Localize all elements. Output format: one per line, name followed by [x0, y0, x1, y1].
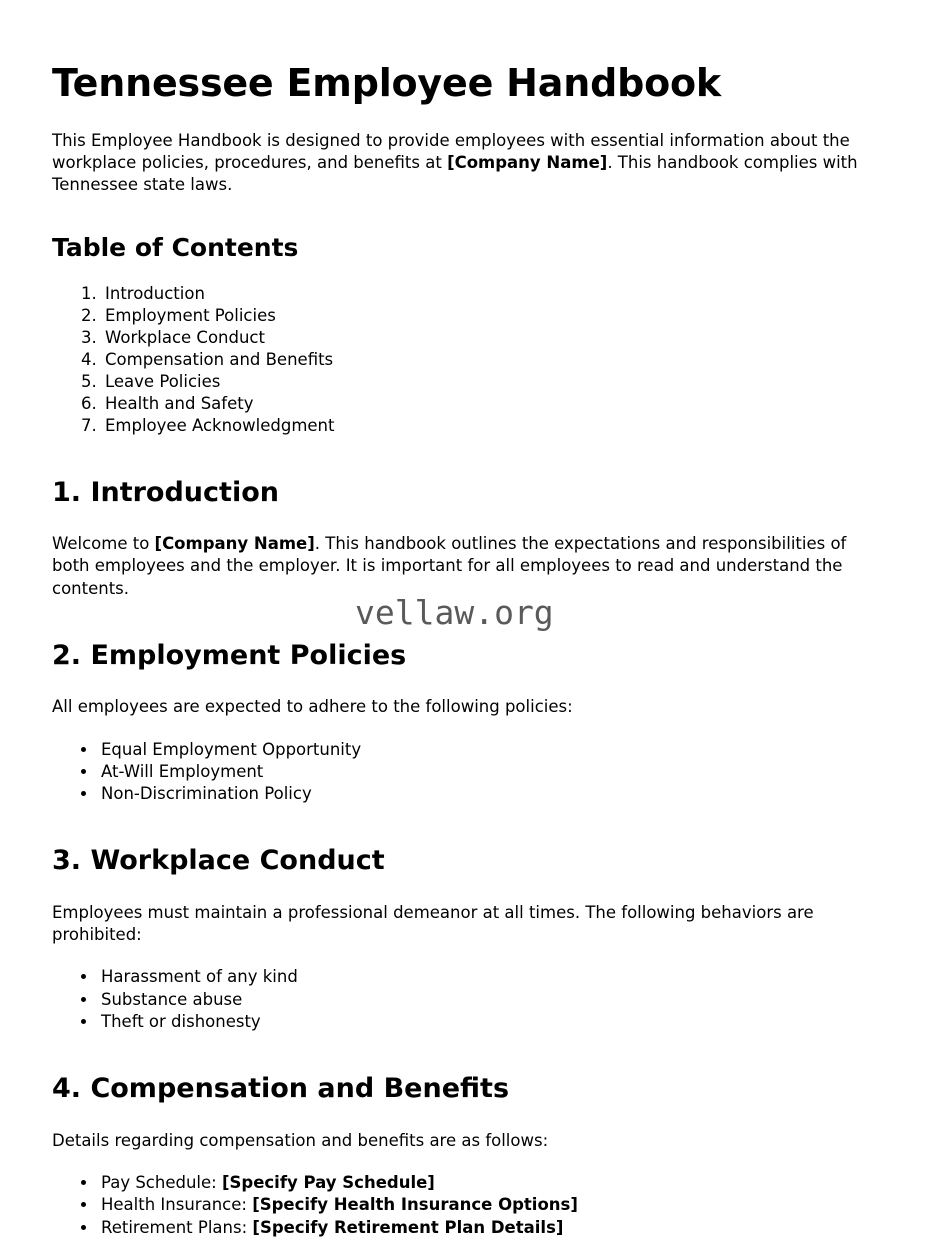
toc-item-health-and-safety[interactable]: 6. Health and Safety	[102, 393, 882, 415]
toc-item-leave-policies[interactable]: 5. Leave Policies	[102, 371, 882, 393]
list-item	[98, 1194, 882, 1216]
list-item	[98, 1172, 882, 1194]
intro-paragraph-part2: . This handbook complies with Tennessee state laws.	[52, 152, 858, 195]
toc-item-compensation-and-benefits[interactable]: 4. Compensation and Benefits	[102, 349, 882, 371]
workplace-conduct-list	[52, 946, 882, 1033]
list-item	[98, 1217, 882, 1239]
intro-paragraph-part1: This Employee Handbook is designed to provide employees with essential information about the workplace policies, procedures, and benefits at	[52, 130, 850, 172]
section-heading-workplace-conduct: 3. Workplace Conduct	[52, 845, 385, 877]
section-heading-introduction: 1. Introduction	[52, 476, 279, 508]
list-item: • At-Will Employment	[98, 761, 882, 783]
page-title: Tennessee Employee Handbook	[52, 61, 721, 105]
section-intro-employment-policies: All employees are expected to adhere to the following policies:	[52, 697, 573, 717]
health-insurance-placeholder: [Specify Health Insurance Options]	[252, 1195, 578, 1215]
toc-item-employee-acknowledgment[interactable]: 7. Employee Acknowledgment	[102, 415, 882, 437]
employment-policies-list	[52, 719, 882, 806]
watermark-text: vellaw.org	[355, 593, 554, 632]
compensation-benefits-list	[52, 1152, 882, 1239]
section-employment-policies	[52, 600, 882, 806]
intro-company-name-placeholder: [Company Name]	[447, 152, 608, 172]
section-intro-compensation-and-benefits: Details regarding compensation and benefits are as follows:	[52, 1130, 549, 1150]
toc-item-workplace-conduct[interactable]: 3. Workplace Conduct	[102, 327, 882, 349]
list-item: • Equal Employment Opportunity	[98, 739, 882, 761]
table-of-contents-list	[52, 263, 882, 437]
list-item: • Substance abuse	[98, 989, 882, 1011]
section-heading-compensation-and-benefits: 4. Compensation and Benefits	[52, 1073, 510, 1105]
retirement-plans-placeholder: [Specify Retirement Plan Details]	[252, 1217, 564, 1237]
section-workplace-conduct	[52, 805, 882, 1033]
list-item: • Harassment of any kind	[98, 966, 882, 988]
pay-schedule-label: Pay Schedule:	[101, 1173, 222, 1192]
document-content	[52, 0, 882, 1239]
toc-item-employment-policies[interactable]: 2. Employment Policies	[102, 305, 882, 327]
list-item: • Theft or dishonesty	[98, 1011, 882, 1033]
pay-schedule-placeholder: [Specify Pay Schedule]	[221, 1173, 435, 1192]
section-compensation-and-benefits	[52, 1033, 882, 1239]
retirement-plans-label: Retirement Plans:	[101, 1217, 253, 1237]
introduction-body-part1: Welcome to	[52, 533, 155, 553]
section-body-introduction	[52, 509, 872, 600]
section-introduction	[52, 437, 882, 600]
introduction-company-name-placeholder: [Company Name]	[154, 533, 315, 553]
introduction-body-part2: . This handbook outlines the expectations and responsibilities of both employees and the employer. It is important for all employees to read and understand the contents.	[52, 533, 847, 598]
health-insurance-label: Health Insurance:	[101, 1195, 253, 1215]
intro-paragraph	[52, 106, 872, 197]
toc-heading: Table of Contents	[52, 232, 299, 262]
toc-item-introduction[interactable]: 1. Introduction	[102, 283, 882, 305]
section-intro-workplace-conduct: Employees must maintain a professional demeanor at all times. The following behaviors are prohibited:	[52, 902, 814, 945]
section-heading-employment-policies: 2. Employment Policies	[52, 639, 407, 671]
list-item: • Non-Discrimination Policy	[98, 783, 882, 805]
